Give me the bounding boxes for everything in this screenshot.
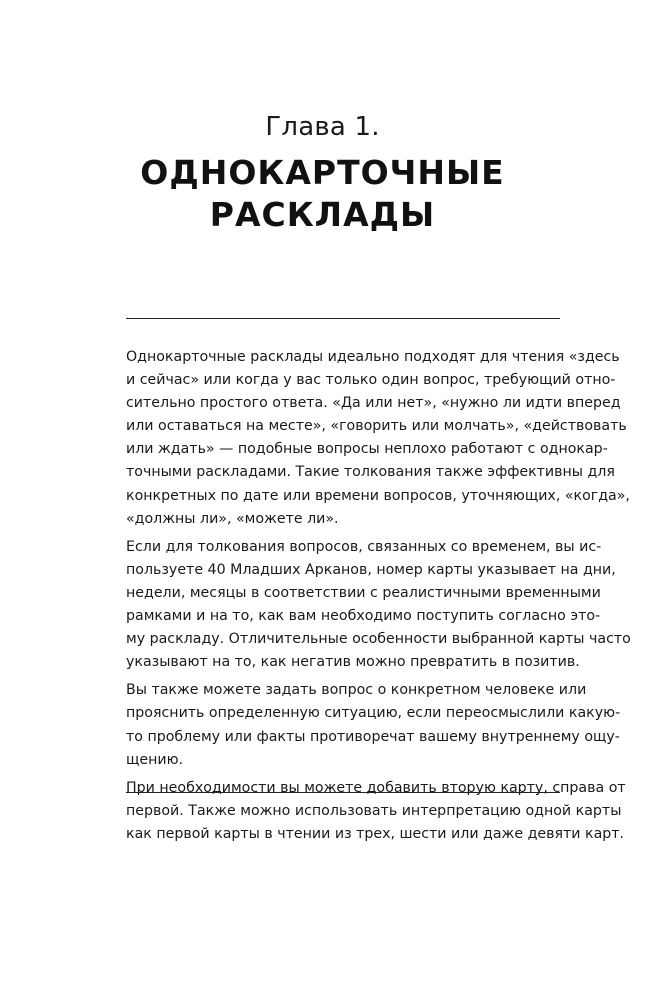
text-line: При необходимости вы можете добавить вторую карту, справа от (126, 779, 626, 796)
text-line: и сейчас» или когда у вас только один вопрос, требующий отно- (126, 372, 616, 389)
text-line: рамками и на то, как вам необходимо поступить согласно это- (126, 608, 601, 625)
text-line: Однокарточные расклады идеально подходят для чтения «здесь (126, 349, 620, 365)
text-line: конкретных по дате или времени вопросов, уточняющих, «когда», (126, 487, 630, 504)
text-line: Если для толкования вопросов, связанных со временем, вы ис- (126, 538, 602, 555)
text-line: щению. (126, 751, 184, 768)
text-line: точными раскладами. Такие толкования также эффективны для (126, 464, 615, 481)
text-line: «должны ли», «можете ли». (126, 510, 339, 527)
top-divider (126, 318, 560, 319)
paragraph (126, 679, 621, 771)
text-line: или оставаться на месте», «говорить или молчать», «действовать (126, 418, 627, 435)
text-line: то проблему или факты противоречат вашему внутреннему ощу- (126, 728, 620, 745)
body-text (126, 346, 631, 851)
chapter-title-line: РАСКЛАДЫ (209, 195, 436, 234)
paragraph (126, 536, 631, 675)
chapter-title-line: ОДНОКАРТОЧНЫЕ (140, 153, 505, 192)
chapter-title (0, 152, 645, 236)
text-line: пользуете 40 Младших Арканов, номер карты указывает на дни, (126, 561, 616, 578)
paragraph (126, 346, 630, 531)
paragraph (126, 777, 626, 846)
text-line: как первой карты в чтении из трех, шести или даже девяти карт. (126, 825, 625, 842)
bottom-divider (126, 792, 560, 793)
text-line: му раскладу. Отличительные особенности выбранной карты часто (126, 631, 631, 648)
text-line: прояснить определенную ситуацию, если переосмыслили какую- (126, 705, 621, 722)
text-line: указывают на то, как негатив можно превратить в позитив. (126, 654, 580, 671)
text-line: недели, месяцы в соответствии с реалистичными временными (126, 584, 601, 601)
chapter-label: Глава 1. (265, 112, 380, 142)
text-line: или ждать» — подобные вопросы неплохо работают с однокар- (126, 441, 608, 458)
text-line: Вы также можете задать вопрос о конкретном человеке или (126, 682, 587, 699)
text-line: первой. Также можно использовать интерпретацию одной карты (126, 802, 622, 819)
text-line: сительно простого ответа. «Да или нет», «нужно ли идти вперед (126, 395, 621, 412)
